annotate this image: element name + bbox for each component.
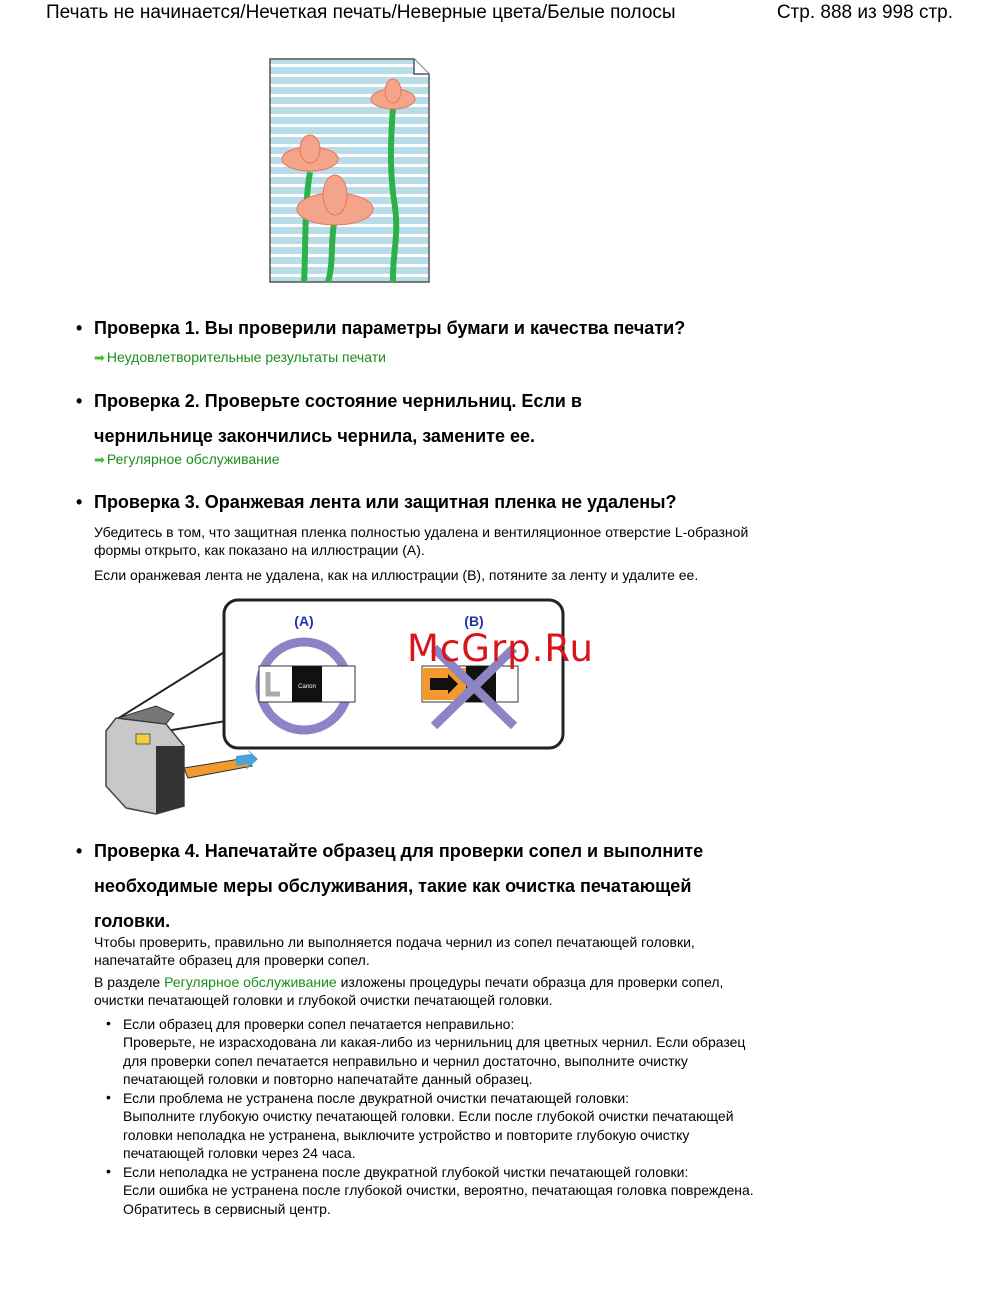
- check-3-paragraph-2: Если оранжевая лента не удалена, как на иллюстрации (B), потяните за ленту и удалите ее.: [94, 567, 699, 583]
- label-a: (A): [294, 613, 314, 629]
- label-b: (B): [464, 613, 484, 629]
- link-regular-maintenance[interactable]: ➡ Регулярное обслуживание: [94, 451, 280, 467]
- link-regular-maintenance-inline[interactable]: Регулярное обслуживание: [164, 974, 337, 990]
- check-2-heading: • Проверка 2. Проверьте состояние чернильниц. Если в чернильнице закончились чернила, замените ее.: [76, 384, 776, 454]
- bullet-dot: •: [76, 391, 83, 411]
- sub-bullet-3: Если неполадка не устранена после двукратной глубокой чистки печатающей головки: Если ошибка не устранена после глубокой очистки, вероятно, печатающая головка повреждена. Обратитесь в сервисный центр.: [123, 1164, 754, 1217]
- link-unsatisfactory-results[interactable]: ➡ Неудовлетворительные результаты печати: [94, 349, 386, 365]
- sub-bullet-dot: •: [106, 1089, 111, 1105]
- sub-bullet-dot: •: [106, 1163, 111, 1179]
- page-number: Стр. 888 из 998 стр.: [776, 2, 953, 23]
- green-arrow-icon: ➡: [94, 350, 105, 365]
- striped-print-sample-image: [268, 57, 432, 285]
- check-3-heading: • Проверка 3. Оранжевая лента или защитная пленка не удалены?: [76, 485, 776, 520]
- check-4-paragraph-1: Чтобы проверить, правильно ли выполняется подача чернил из сопел печатающей головки, напечатайте образец для проверки сопел.: [94, 934, 695, 968]
- sub-bullet-dot: •: [106, 1015, 111, 1031]
- green-arrow-icon: ➡: [94, 452, 105, 467]
- page-header-title: Печать не начинается/Нечеткая печать/Неверные цвета/Белые полосы: [46, 2, 676, 23]
- bullet-dot: •: [76, 492, 83, 512]
- check-4-paragraph-2: В разделе Регулярное обслуживание изложены процедуры печати образца для проверки сопел, очистки печатающей головки и глубокой очистки печатающей головки.: [94, 974, 724, 1008]
- svg-text:Canon: Canon: [298, 684, 316, 690]
- check-3-paragraph-1: Убедитесь в том, что защитная пленка полностью удалена и вентиляционное отверстие L-образной формы открыто, как показано на иллюстрации (A).: [94, 524, 749, 558]
- check-4-heading: • Проверка 4. Напечатайте образец для проверки сопел и выполните необходимые меры обслуживания, такие как очистка печатающей головки.: [76, 834, 776, 939]
- check-1-heading: • Проверка 1. Вы проверили параметры бумаги и качества печати?: [76, 311, 776, 346]
- sub-bullet-2: Если проблема не устранена после двукратной очистки печатающей головки: Выполните глубокую очистку печатающей головки. Если после глубокой очистки печатающей головки неполадка не устранена, выключите устройство и повторите глубокую очистку печатающей головки через 24 часа.: [123, 1090, 734, 1162]
- bullet-dot: •: [76, 841, 83, 861]
- watermark-text: McGrp.Ru: [407, 627, 594, 670]
- bullet-dot: •: [76, 318, 83, 338]
- sub-bullet-1: Если образец для проверки сопел печатается неправильно: Проверьте, не израсходована ли какая-либо из чернильниц для цветных чернил. Если образец для проверки сопел печатается неправильно и чернил достаточно, выполните очистку печатающей головки и повторно напечатайте данный образец.: [123, 1016, 746, 1088]
